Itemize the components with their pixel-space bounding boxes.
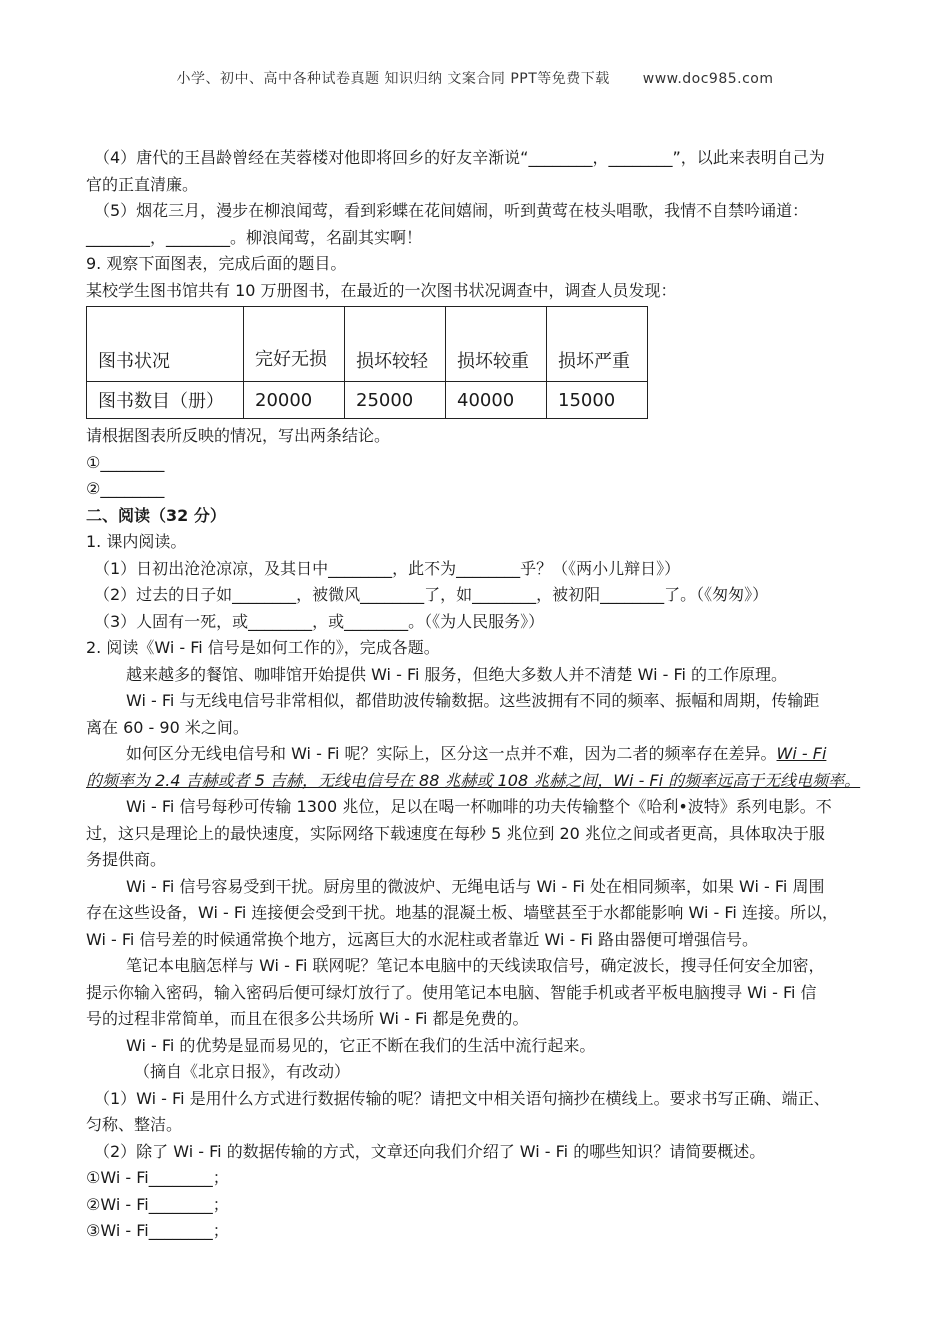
table-header-cell: 完好无损: [244, 307, 345, 382]
article-paragraph-4-line2: 过，这只是理论上的最快速度，实际网络下载速度在每秒 5 兆位到 20 兆位之间或者更高，具体取决于服: [86, 823, 825, 843]
reading-1-item-1: （1）日初出沧沧凉凉，及其日中________，此不为________乎？（《两小儿辩日》）: [94, 558, 681, 578]
book-status-table: [86, 306, 648, 419]
header-site: www.doc985.com: [642, 71, 774, 87]
table-header-cell: 图书状况: [87, 307, 244, 382]
table-cell: 20000: [244, 382, 345, 419]
question-4-line2: 官的正直清廉。: [86, 174, 199, 194]
question-9-intro: 某校学生图书馆共有 10 万册图书，在最近的一次图书状况调查中，调查人员发现：: [86, 280, 677, 300]
article-paragraph-1: 越来越多的餐馆、咖啡馆开始提供 Wi - Fi 服务，但绝大多数人并不清楚 Wi - Fi 的工作原理。: [126, 664, 788, 684]
question-9-ask: 请根据图表所反映的情况，写出两条结论。: [86, 426, 391, 445]
section-2-heading: 二、阅读（32 分）: [86, 505, 226, 525]
question-4-line1: （4）唐代的王昌龄曾经在芙蓉楼对他即将回乡的好友辛渐说“________，________”，以此来表明自己为: [94, 148, 825, 167]
article-paragraph-6-line3: 号的过程非常简单，而且在很多公共场所 Wi - Fi 都是免费的。: [86, 1009, 529, 1028]
article-paragraph-2-line1: Wi - Fi 与无线电信号非常相似，都借助波传输数据。这些波拥有不同的频率、振幅和周期，传输距: [126, 691, 820, 710]
question-9-conclusion-1: ①________: [86, 452, 165, 472]
reading-1-item-3: （3）人固有一死，或________，或________。（《为人民服务》）: [94, 611, 545, 631]
question-9-title: 9. 观察下面图表，完成后面的题目。: [86, 254, 347, 273]
table-cell: 15000: [547, 382, 648, 419]
question-9-conclusion-2: ②________: [86, 479, 165, 498]
table-header-cell: 损坏较轻: [345, 307, 446, 382]
article-paragraph-7: Wi - Fi 的优势是显而易见的，它正不断在我们的生活中流行起来。: [126, 1035, 596, 1055]
underlined-sentence: 的频率为 2.4 吉赫或者 5 吉赫，无线电信号在 88 兆赫或 108 兆赫之间，Wi - Fi 的频率远高于无线电频率。: [86, 770, 861, 790]
article-paragraph-2-line2: 离在 60 - 90 米之间。: [86, 717, 249, 737]
table-cell: 40000: [446, 382, 547, 419]
table-header-cell: 损坏严重: [547, 307, 648, 382]
document-body: [86, 145, 866, 1245]
article-paragraph-4-line3: 务提供商。: [86, 850, 167, 869]
article-paragraph-5-line3: Wi - Fi 信号差的时候通常换个地方，远离巨大的水泥柱或者靠近 Wi - Fi 路由器便可增强信号。: [86, 929, 758, 949]
sub-question-1-line2: 匀称、整洁。: [86, 1115, 183, 1134]
reading-1-item-2: （2）过去的日子如________，被微风________了，如________，被初阳________了。（《匆匆》）: [94, 585, 769, 604]
article-paragraph-6-line2: 提示你输入密码，输入密码后便可绿灯放行了。使用笔记本电脑、智能手机或者平板电脑搜寻 Wi - Fi 信: [86, 982, 817, 1002]
header-text: 小学、初中、高中各种试卷真题 知识归纳 文案合同 PPT等免费下载: [176, 71, 610, 87]
table-header-row: [87, 307, 648, 382]
article-paragraph-4-line1: Wi - Fi 信号每秒可传输 1300 兆位，足以在喝一杯咖啡的功夫传输整个《哈利•波特》系列电影。不: [126, 797, 832, 816]
table-row: [87, 382, 648, 419]
sub-question-2-answer-2: ②Wi - Fi________；: [86, 1194, 229, 1214]
sub-question-1-line1: （1）Wi - Fi 是用什么方式进行数据传输的呢？请把文中相关语句摘抄在横线上。要求书写正确、端正、: [94, 1088, 830, 1108]
sub-question-2-answer-1: ①Wi - Fi________；: [86, 1168, 229, 1187]
page-header: [0, 68, 950, 88]
table-header-cell: 损坏较重: [446, 307, 547, 382]
article-paragraph-3-line1: 如何区分无线电信号和 Wi - Fi 呢？实际上，区分这一点并不难，因为二者的频率存在差异。Wi - Fi: [126, 744, 827, 763]
article-paragraph-5-line1: Wi - Fi 信号容易受到干扰。厨房里的微波炉、无绳电话与 Wi - Fi 处在相同频率，如果 Wi - Fi 周围: [126, 876, 825, 896]
question-5-line1: （5）烟花三月，漫步在柳浪闻莺，看到彩蝶在花间嬉闹，听到黄莺在枝头唱歌，我情不自禁吟诵道：: [94, 201, 809, 220]
article-paragraph-6-line1: 笔记本电脑怎样与 Wi - Fi 联网呢？笔记本电脑中的天线读取信号，确定波长，搜寻任何安全加密，: [126, 956, 825, 975]
table-row-label: 图书数目（册）: [87, 382, 244, 419]
reading-2-title: 2. 阅读《Wi - Fi 信号是如何工作的》，完成各题。: [86, 638, 440, 657]
question-5-line2: ________，________。柳浪闻莺，名副其实啊！: [86, 227, 423, 247]
underlined-sentence-start: Wi - Fi: [776, 744, 827, 763]
article-paragraph-5-line2: 存在这些设备，Wi - Fi 连接便会受到干扰。地基的混凝土板、墙壁甚至于水都能影响 Wi - Fi 连接。所以，: [86, 903, 838, 922]
sub-question-2-answer-3: ③Wi - Fi________；: [86, 1221, 229, 1240]
sub-question-2: （2）除了 Wi - Fi 的数据传输的方式，文章还向我们介绍了 Wi - Fi 的哪些知识？请简要概述。: [94, 1141, 766, 1161]
article-source: （摘自《北京日报》，有改动）: [134, 1062, 351, 1081]
reading-1-title: 1. 课内阅读。: [86, 532, 187, 551]
table-cell: 25000: [345, 382, 446, 419]
